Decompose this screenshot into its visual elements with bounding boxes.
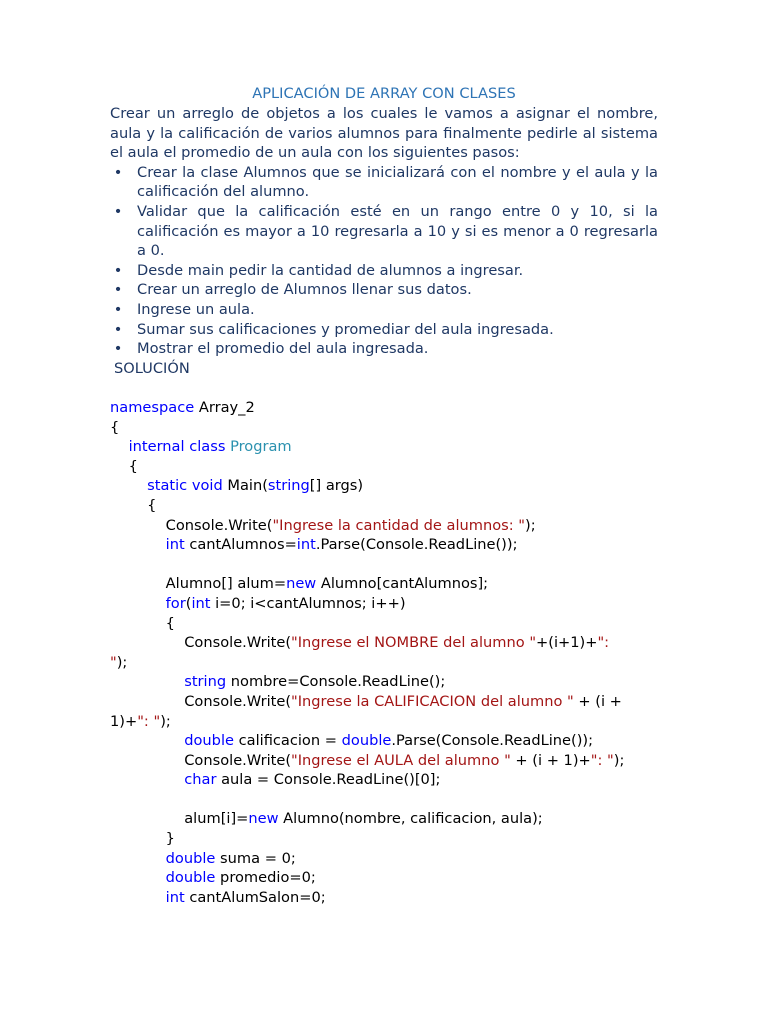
step-item (110, 320, 658, 340)
code-text: [] args) (309, 477, 364, 495)
code-line (110, 829, 658, 849)
bullet-icon: • (113, 202, 123, 220)
step-text: Sumar sus calificaciones y promediar del aula ingresada. (137, 320, 554, 338)
code-text: cantAlumSalon=0; (184, 888, 326, 906)
code-keyword: int (165, 536, 185, 554)
solution-heading: SOLUCIÓN (114, 359, 190, 377)
step-text: Mostrar el promedio del aula ingresada. (137, 340, 429, 358)
code-text: Alumno[cantAlumnos]; (316, 575, 489, 593)
code-string: "Ingrese la cantidad de alumnos: " (272, 516, 526, 534)
document-body (110, 104, 658, 378)
code-text: ); (160, 712, 171, 730)
code-text: Alumno[] alum= (110, 575, 287, 593)
code-text (110, 869, 166, 886)
bullet-icon: • (113, 320, 123, 338)
step-text: Ingrese un aula. (137, 300, 255, 318)
code-text (110, 536, 166, 553)
code-string: ": (597, 634, 610, 652)
code-line (110, 790, 658, 810)
code-line (110, 594, 658, 614)
code-text: Alumno(nombre, calificacion, aula); (278, 810, 543, 828)
code-line (110, 555, 658, 575)
code-text: Console.Write( (110, 634, 292, 652)
code-line (110, 418, 658, 438)
code-text: { (110, 457, 138, 475)
bullet-icon: • (113, 261, 123, 279)
step-item (110, 300, 658, 320)
code-keyword: new (286, 575, 317, 593)
code-text: Console.Write( (110, 516, 273, 534)
bullet-icon: • (113, 300, 123, 318)
code-keyword: double (165, 869, 216, 887)
code-string: "Ingrese el AULA del alumno " (291, 751, 511, 769)
step-text: Crear la clase Alumnos que se inicializará con el nombre y el aula y la calificación del alumno. (137, 163, 658, 201)
code-keyword: char (184, 771, 217, 789)
code-text: cantAlumnos= (184, 536, 297, 554)
code-text: } (110, 830, 175, 848)
code-text: ); (525, 516, 536, 534)
code-line (110, 809, 658, 829)
code-text: promedio=0; (215, 869, 316, 887)
steps-list (110, 163, 658, 359)
code-listing (110, 398, 658, 907)
code-line (110, 653, 658, 673)
code-text: +(i+1)+ (536, 634, 598, 652)
code-text (110, 595, 166, 612)
code-line (110, 770, 658, 790)
code-line (110, 712, 658, 732)
code-keyword: static void (147, 477, 223, 495)
code-line (110, 437, 658, 457)
code-text (110, 771, 184, 788)
code-line (110, 731, 658, 751)
code-text: { (110, 496, 157, 514)
code-string: " (110, 653, 117, 671)
bullet-icon: • (113, 340, 123, 358)
code-text: Console.Write( (110, 751, 292, 769)
code-text: + (i + (573, 692, 622, 710)
code-string: ": " (137, 712, 161, 730)
step-item (110, 261, 658, 281)
code-keyword: new (248, 810, 279, 828)
code-keyword: double (341, 732, 392, 750)
code-line (110, 476, 658, 496)
code-keyword: int (165, 888, 185, 906)
step-item (110, 163, 658, 202)
code-type-name: Program (230, 438, 292, 456)
intro-paragraph: Crear un arreglo de objetos a los cuales le vamos a asignar el nombre, aula y la calificación de varios alumnos para finalmente pedirle al sistema el aula el promedio de un aula con los siguientes pasos: (110, 105, 658, 162)
code-text: .Parse(Console.ReadLine()); (315, 536, 518, 554)
code-text (110, 673, 184, 690)
code-text (110, 477, 147, 494)
code-line (110, 849, 658, 869)
code-keyword: string (184, 673, 227, 691)
code-text: i=0; i<cantAlumnos; i++) (210, 594, 406, 612)
code-line (110, 574, 658, 594)
code-line (110, 692, 658, 712)
code-text (110, 732, 184, 749)
code-text: Main( (222, 477, 268, 495)
bullet-icon: • (113, 281, 123, 299)
code-text: { (110, 418, 120, 436)
code-text (110, 850, 166, 867)
code-text: calificacion = (233, 732, 342, 750)
code-string: "Ingrese el NOMBRE del alumno " (291, 634, 537, 652)
step-text: Validar que la calificación esté en un rango entre 0 y 10, si la calificación es mayor a 10 regresarla a 10 y si es menor a 0 regresarla a 0. (137, 202, 658, 260)
code-line (110, 868, 658, 888)
code-text: Console.Write( (110, 692, 292, 710)
code-string: "Ingrese la CALIFICACION del alumno " (291, 692, 574, 710)
step-item (110, 202, 658, 261)
code-text: ); (116, 653, 128, 671)
code-line (110, 398, 658, 418)
step-item (110, 280, 658, 300)
code-text: 1)+ (110, 712, 138, 730)
code-line (110, 751, 658, 771)
code-line (110, 614, 658, 634)
code-line (110, 457, 658, 477)
code-keyword: for (165, 594, 186, 612)
code-text: alum[i]= (110, 810, 249, 828)
code-string: ": " (590, 751, 614, 769)
code-line (110, 516, 658, 536)
code-text: Array_2 (194, 399, 255, 416)
code-line (110, 633, 658, 653)
code-keyword: internal class (128, 438, 226, 456)
code-keyword: double (184, 732, 234, 750)
step-item (110, 339, 658, 359)
code-keyword: namespace (110, 399, 195, 416)
code-text: aula = Console.ReadLine()[0]; (216, 771, 441, 789)
code-line (110, 888, 658, 908)
code-text: ( (185, 594, 192, 612)
code-line (110, 672, 658, 692)
code-keyword: string (267, 477, 310, 495)
code-keyword: int (296, 536, 316, 554)
step-text: Crear un arreglo de Alumnos llenar sus datos. (137, 281, 472, 299)
code-keyword: int (191, 594, 211, 612)
code-text: suma = 0; (215, 849, 296, 867)
code-line (110, 496, 658, 516)
code-text: + (i + 1)+ (510, 751, 591, 769)
code-text (110, 889, 166, 906)
code-text (110, 438, 129, 455)
code-keyword: double (165, 849, 216, 867)
step-text: Desde main pedir la cantidad de alumnos a ingresar. (137, 261, 524, 279)
code-line (110, 535, 658, 555)
bullet-icon: • (113, 163, 123, 181)
document-title: APLICACIÓN DE ARRAY CON CLASES (252, 85, 516, 102)
code-text: ); (613, 751, 625, 769)
code-text: .Parse(Console.ReadLine()); (391, 732, 594, 750)
code-text: nombre=Console.ReadLine(); (226, 673, 446, 691)
code-text: { (110, 614, 175, 632)
